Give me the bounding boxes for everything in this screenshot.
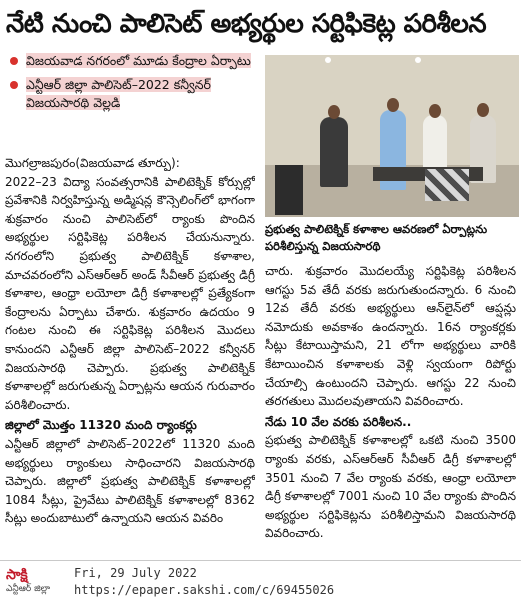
publication-date: Fri, 29 July 2022 bbox=[74, 566, 197, 580]
left-column bbox=[5, 154, 255, 549]
highlight-item bbox=[6, 52, 268, 70]
highlight-item bbox=[6, 76, 268, 112]
subheading: నేడు 10 వేల వరకు పరిశీలన.. bbox=[265, 414, 412, 429]
subheading: జిల్లాలో మొత్తం 11320 మంది ర్యాంకర్లు bbox=[5, 418, 197, 433]
paragraph: ప్రభుత్వ పాలిటెక్నిక్ కళాశాలల్లో ఒకటి నుంచి 3500 ర్యాంకు వరకు, ఎస్ఆర్ఆర్ సీవీఆర్ డిగ్రీ కళాశాలల్లో 3501 నుంచి 7 వేల ర్యాంకు వరకు, ఆంధ్రా లయోలా డిగ్రీ కళాశాలల్లో 7001 నుంచి 10 వేల ర్యాంకు పొందిన అభ్యర్థుల సర్టిఫికెట్లను పరిశీలిస్తామని విజయసారథి వివరించారు. bbox=[265, 433, 516, 541]
paragraph: 2022–23 విద్యా సంవత్సరానికి పాలిటెక్నిక్ కోర్సుల్లో ప్రవేశానికి నిర్వహిస్తున్న అడ్మిషన్ల కౌన్సెలింగ్‌లో భాగంగా శుక్రవారం నుంచి పాలిసెట్‌లో ర్యాంకు పొందిన అభ్యర్థుల సర్టిఫికెట్ల పరిశీలన చేయనున్నారు. నగరంలోని ప్రభుత్వ పాలిటెక్నిక్ కళాశాల, మాచవరంలోని ఎస్ఆర్ఆర్ అండ్ సీవీఆర్ ప్రభుత్వ డిగ్రీ కళాశాల, ఆంధ్రా లయోలా డిగ్రీ కళాశాలల్లో ప్రత్యేకంగా కేంద్రాలను ఏర్పాటు చేశారు. శుక్రవారం ఉదయం 9 గంటల నుంచి ఈ సర్టిఫికెట్ల పరిశీలన మొదలు కానుందని ఎన్టీఆర్ జిల్లా పాలిసెట్–2022 కన్వీనర్ విజయసారథి చెప్పారు. ప్రభుత్వ పాలిటెక్నిక్ కళాశాలల్లో జరుగుతున్న ఏర్పాట్లను ఆయన గురువారం పరిశీలించారు. bbox=[5, 174, 255, 412]
sakshi-logo bbox=[6, 567, 70, 601]
paragraph: చారు. శుక్రవారం మొదలయ్యే సర్టిఫికెట్ల పరిశీలన ఆగస్టు 5వ తేదీ వరకు జరుగుతుందన్నారు. 6 నుంచి 12వ తేదీ వరకు అభ్యర్థులు ఆన్‌లైన్‌లో ఆప్షన్లు నమోదుకు అవకాశం ఉందన్నారు. 16న ర్యాంకర్లకు సీట్లు కేటాయిస్తామని, 21 లోగా అభ్యర్థులు వారికి కేటాయించిన కళాశాలకు వెళ్లి స్వయంగా రిపోర్టు చేయాల్సి ఉంటుందని చెప్పారు. ఆగస్టు 22 నుంచి తరగతులు మొదలవుతాయని వివరించారు. bbox=[265, 264, 516, 409]
paragraph: ఎన్టీఆర్ జిల్లాలో పాలిసెట్–2022లో 11320 మంది అభ్యర్థులు ర్యాంకులు సాధించారని విజయసారథి చెప్పారు. జిల్లాలో ప్రభుత్వ పాలిటెక్నిక్ కళాశాలల్లో 1084 సీట్లు, ప్రైవేటు పాలిటెక్నిక్ కళాశాలల్లో 8362 సీట్లు అందుబాటులో ఉన్నాయని ఆయన వివరిం bbox=[5, 436, 255, 526]
bullet-icon bbox=[10, 81, 18, 89]
edition-name: ఎన్టీఆర్ జిల్లా bbox=[6, 584, 51, 594]
epaper-link[interactable]: https://epaper.sakshi.com/c/69455026 bbox=[74, 583, 335, 597]
news-photo-icon bbox=[265, 55, 519, 217]
highlight-text: విజయవాడ నగరంలో మూడు కేంద్రాల ఏర్పాటు bbox=[26, 53, 251, 68]
photo-caption: ప్రభుత్వ పాలిటెక్నిక్ కళాశాల ఆవరణలో ఏర్పాట్లను పరిశీలిస్తున్న విజయసారథి bbox=[265, 222, 488, 253]
headline: నేటి నుంచి పాలిసెట్ అభ్యర్థుల సర్టిఫికెట్ల పరిశీలన bbox=[6, 9, 487, 39]
right-column bbox=[265, 262, 516, 552]
highlights-box bbox=[6, 52, 268, 148]
footer bbox=[0, 560, 521, 604]
brand-name: సాక్షి bbox=[6, 567, 28, 583]
bullet-icon bbox=[10, 57, 18, 65]
dateline: మొగల్రాజపురం(విజయవాడ తూర్పు): bbox=[5, 156, 180, 170]
highlight-text: ఎన్టీఆర్ జిల్లా పాలిసెట్–2022 కన్వీనర్ విజయసారథి వెల్లడి bbox=[26, 77, 211, 110]
